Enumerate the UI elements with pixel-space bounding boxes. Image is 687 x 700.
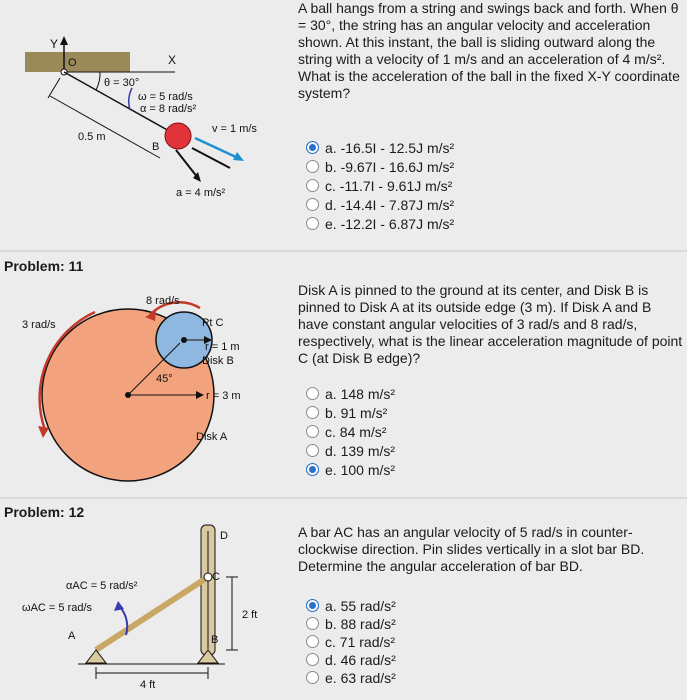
ball [165, 123, 191, 149]
radio-button[interactable] [306, 406, 319, 419]
radio-button[interactable] [306, 444, 319, 457]
problem11-option-d[interactable]: d. 139 m/s² [306, 443, 395, 460]
separator [0, 497, 687, 499]
point-c-label: C [212, 571, 220, 583]
omega-label: ωAC = 5 rad/s [22, 602, 93, 614]
disk-b-omega-label: 8 rad/s [146, 295, 180, 307]
width-label: 4 ft [140, 679, 156, 691]
separator [0, 250, 687, 252]
problem12-option-c[interactable]: c. 71 rad/s² [306, 634, 395, 651]
radio-button[interactable] [306, 387, 319, 400]
problem11-diagram [0, 280, 290, 500]
height-label: 2 ft [242, 609, 258, 621]
problem11-option-a[interactable]: a. 148 m/s² [306, 386, 395, 403]
radio-button[interactable] [306, 463, 319, 476]
problem12-option-e[interactable]: e. 63 rad/s² [306, 670, 396, 687]
problem10-option-e[interactable]: e. -12.2I - 6.87J m/s² [306, 216, 454, 233]
radio-button[interactable] [306, 217, 319, 230]
disk-b-label: Disk B [202, 355, 234, 367]
alpha-label: αAC = 5 rad/s² [66, 580, 138, 592]
radio-button[interactable] [306, 160, 319, 173]
problem11-title: Problem: 11 [4, 258, 84, 274]
ball-label: B [152, 141, 160, 153]
alpha-label: α = 8 rad/s² [140, 103, 197, 115]
problem10-option-d[interactable]: d. -14.4I - 7.87J m/s² [306, 197, 454, 214]
disk-a-omega-label: 3 rad/s [22, 319, 56, 331]
radio-button[interactable] [306, 425, 319, 438]
radio-button[interactable] [306, 671, 319, 684]
disk-a-label: Disk A [196, 431, 228, 443]
disk-a-radius-label: r = 3 m [206, 390, 241, 402]
problem12-option-a[interactable]: a. 55 rad/s² [306, 598, 396, 615]
problem11-option-b[interactable]: b. 91 m/s² [306, 405, 387, 422]
theta-label: θ = 30° [104, 77, 140, 89]
radio-button[interactable] [306, 653, 319, 666]
point-d-label: D [220, 530, 228, 542]
acceleration-label: a = 4 m/s² [176, 187, 226, 199]
ground-block [25, 52, 130, 72]
angle-label: 45° [156, 373, 173, 385]
point-a-label: A [68, 630, 76, 642]
problem11-option-e[interactable]: e. 100 m/s² [306, 462, 395, 479]
omega-label: ω = 5 rad/s [138, 91, 193, 103]
point-c-label: Pt C [202, 317, 224, 329]
y-axis-label: Y [50, 37, 59, 51]
problem11-option-c[interactable]: c. 84 m/s² [306, 424, 386, 441]
radio-button[interactable] [306, 617, 319, 630]
radio-button[interactable] [306, 198, 319, 211]
problem10-diagram [0, 0, 290, 250]
problem12-option-b[interactable]: b. 88 rad/s² [306, 616, 396, 633]
problem11-question: Disk A is pinned to the ground at its center, and Disk B is pinned to Disk A at its outside edge (3 m). If Disk A and B have constant angular velocities of 3 rad/s and 8 rad/s, respectively, what is the linear acceleration magnitude of point C (at Disk B edge)? [298, 282, 683, 366]
problem12-diagram [0, 515, 290, 700]
x-axis-label: X [168, 53, 177, 67]
problem10-option-c[interactable]: c. -11.7I - 9.61J m/s² [306, 178, 452, 195]
problem10-question: A ball hangs from a string and swings back and forth. When θ = 30°, the string has an angular velocity and acceleration shown. At this instant, the ball is sliding outward along the string with a velocity of 1 m/s and an acceleration of 4 m/s². What is the acceleration of the ball in the fixed X-Y coordinate system? [298, 0, 680, 101]
radio-button[interactable] [306, 141, 319, 154]
disk-b-radius-label: r = 1 m [205, 341, 240, 353]
problem12-title: Problem: 12 [4, 504, 85, 520]
origin-label: O [68, 57, 77, 69]
radio-button[interactable] [306, 179, 319, 192]
length-label: 0.5 m [78, 131, 106, 143]
problem10-option-b[interactable]: b. -9.67I - 16.6J m/s² [306, 159, 454, 176]
radio-button[interactable] [306, 599, 319, 612]
problem12-option-d[interactable]: d. 46 rad/s² [306, 652, 396, 669]
problem10-option-a[interactable]: a. -16.5I - 12.5J m/s² [306, 140, 454, 157]
point-b-label: B [211, 634, 219, 646]
velocity-label: v = 1 m/s [212, 123, 257, 135]
problem12-question: A bar AC has an angular velocity of 5 rad/s in counter-clockwise direction. Pin slides vertically in a slot bar BD. Determine the angular acceleration of bar BD. [298, 524, 645, 574]
radio-button[interactable] [306, 635, 319, 648]
